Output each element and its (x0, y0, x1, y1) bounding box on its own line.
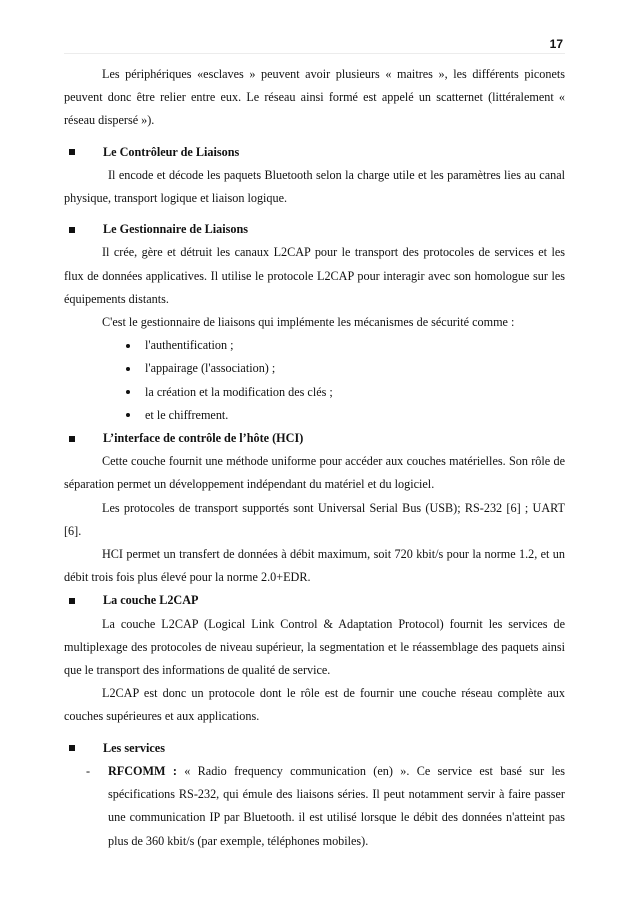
document-body (64, 63, 565, 853)
header-rule (64, 53, 565, 54)
heading-text: L’interface de contrôle de l’hôte (HCI) (103, 431, 304, 446)
heading-gestionnaire (64, 218, 565, 241)
square-bullet-icon (69, 227, 75, 233)
rfcomm-item (64, 760, 565, 853)
paragraph-gestionnaire-1: Il crée, gère et détruit les canaux L2CAP pour le transport des protocoles de services et les flux de données applicatives. Il utilise le protocole L2CAP pour interagir avec son homologue sur les équipements distants. (64, 245, 565, 306)
paragraph-hci-2: Les protocoles de transport supportés sont Universal Serial Bus (USB); RS-232 [6] ; UART [6]. (64, 500, 565, 538)
page-number: 17 (549, 37, 563, 51)
square-bullet-icon (69, 436, 75, 442)
rfcomm-label: RFCOMM : (108, 763, 177, 778)
heading-text: Le Gestionnaire de Liaisons (103, 222, 249, 237)
paragraph-controleur: Il encode et décode les paquets Bluetooth selon la charge utile et les paramètres lies au canal physique, transport logique et liaison logique. (64, 167, 565, 206)
bullet-dot-icon (126, 344, 130, 348)
list-item: la création et la modification des clés ; (126, 381, 565, 404)
heading-services (64, 737, 565, 760)
heading-controleur (64, 141, 565, 164)
rfcomm-description: « Radio frequency communication (en) ». Ce service est basé sur les spécifications RS-232, qui émule des liaisons séries. Il peut notamment servir à faire passer une communication IP par Bluetooth. il est utilisé lorsque le débit des données n'atteint pas plus de 360 kbit/s (par exemple, téléphones mobiles). (108, 763, 565, 848)
bullet-dot-icon (126, 367, 130, 371)
heading-text: La couche L2CAP (103, 593, 199, 608)
dash-bullet: - (86, 763, 91, 778)
bullet-dot-icon (126, 390, 130, 394)
paragraph-l2cap-1: La couche L2CAP (Logical Link Control & Adaptation Protocol) fournit les services de multiplexage des protocoles de niveau supérieur, la segmentation et le réassemblage des paquets ainsi que le transport des informations de qualité de service. (64, 616, 565, 678)
list-item: et le chiffrement. (126, 404, 565, 427)
rfcomm-text (108, 760, 565, 853)
heading-l2cap (64, 589, 565, 612)
list-item: l'authentification ; (126, 334, 565, 357)
square-bullet-icon (69, 149, 75, 155)
paragraph-intro: Les périphériques «esclaves » peuvent avoir plusieurs « maitres », les différents piconets peuvent donc être relier entre eux. Le réseau ainsi formé est appelé un scatternet (littéralement « réseau dispersé »). (64, 67, 565, 128)
security-list (64, 334, 565, 427)
heading-hci (64, 427, 565, 450)
heading-text: Le Contrôleur de Liaisons (103, 144, 240, 159)
paragraph-gestionnaire-2: C'est le gestionnaire de liaisons qui implémente les mécanismes de sécurité comme : (102, 315, 515, 330)
paragraph-hci-1: Cette couche fournit une méthode uniforme pour accéder aux couches matérielles. Son rôle de séparation permet un développement indépendant du matériel et du logiciel. (64, 454, 565, 492)
bullet-dot-icon (126, 413, 130, 417)
square-bullet-icon (69, 598, 75, 604)
square-bullet-icon (69, 745, 75, 751)
list-item: l'appairage (l'association) ; (126, 357, 565, 380)
paragraph-l2cap-2: L2CAP est donc un protocole dont le rôle est de fournir une couche réseau complète aux couches supérieures et aux applications. (64, 686, 565, 724)
heading-text: Les services (103, 740, 165, 755)
paragraph-hci-3: HCI permet un transfert de données à débit maximum, soit 720 kbit/s pour la norme 1.2, et un débit trois fois plus élevé pour la norme 2.0+EDR. (64, 547, 565, 585)
